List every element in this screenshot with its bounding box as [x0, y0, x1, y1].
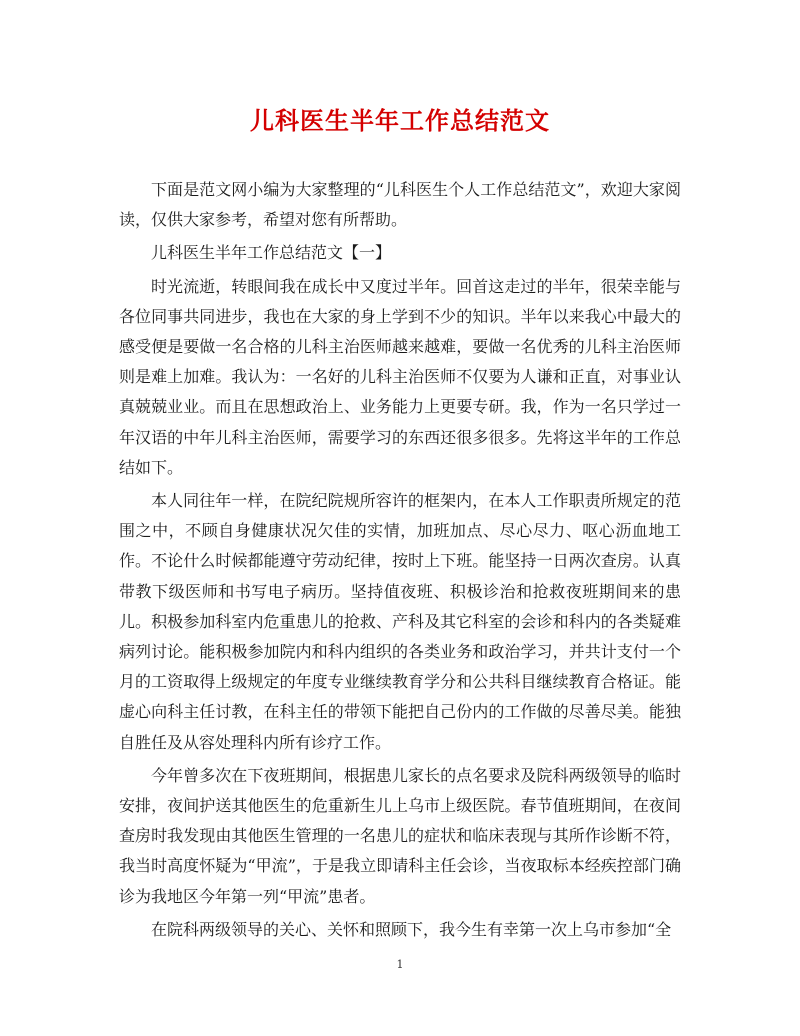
body-paragraph: 时光流逝，转眼间我在成长中又度过半年。回首这走过的半年，很荣幸能与各位同事共同进步，我也在大家的身上学到不少的知识。半年以来我心中最大的感受便是要做一名合格的儿科主治医师越来越难，要做一名优秀的儿科主治医师则是难上加难。我认为：一名好的儿科主治医师不仅要为人谦和正直，对事业认真兢兢业业。而且在思想政治上、业务能力上更要专研。我，作为一名只学过一年汉语的中年儿科主治医师，需要学习的东西还很多很多。先将这半年的工作总结如下。 — [119, 276, 681, 477]
intro-paragraph: 下面是范文网小编为大家整理的“儿科医生个人工作总结范文”，欢迎大家阅读，仅供大家参考，希望对您有所帮助。 — [119, 180, 681, 230]
section-heading: 儿科医生半年工作总结范文【一】 — [151, 243, 392, 263]
document-body — [119, 175, 681, 948]
document-title: 儿科医生半年工作总结范文 — [250, 106, 550, 135]
body-paragraph: 在院科两级领导的关心、关怀和照顾下，我今生有幸第一次上乌市参加“全 — [151, 919, 672, 939]
body-paragraph: 今年曾多次在下夜班期间，根据患儿家长的点名要求及院科两级领导的临时安排，夜间护送其他医生的危重新生儿上乌市上级医院。春节值班期间，在夜间查房时我发现由其他医生管理的一名患儿的症状和临床表现与其所作诊断不符，我当时高度怀疑为“甲流”，于是我立即请科主任会诊，当夜取标本经疾控部门确诊为我地区今年第一列“甲流”患者。 — [119, 765, 681, 906]
page-number: 1 — [396, 958, 404, 971]
body-paragraph: 本人同往年一样，在院纪院规所容许的框架内，在本人工作职责所规定的范围之中，不顾自身健康状况欠佳的实情，加班加点、尽心尽力、呕心沥血地工作。不论什么时候都能遵守劳动纪律，按时上下班。能坚持一日两次查房。认真带教下级医师和书写电子病历。坚持值夜班、积极诊治和抢救夜班期间来的患儿。积极参加科室内危重患儿的抢救、产科及其它科室的会诊和科内的各类疑难病列讨论。能积极参加院内和科内组织的各类业务和政治学习，并共计支付一个月的工资取得上级规定的年度专业继续教育学分和公共科目继续教育合格证。能虚心向科主任讨教，在科主任的带领下能把自己份内的工作做的尽善尽美。能独自胜任及从容处理科内所有诊疗工作。 — [119, 491, 681, 752]
